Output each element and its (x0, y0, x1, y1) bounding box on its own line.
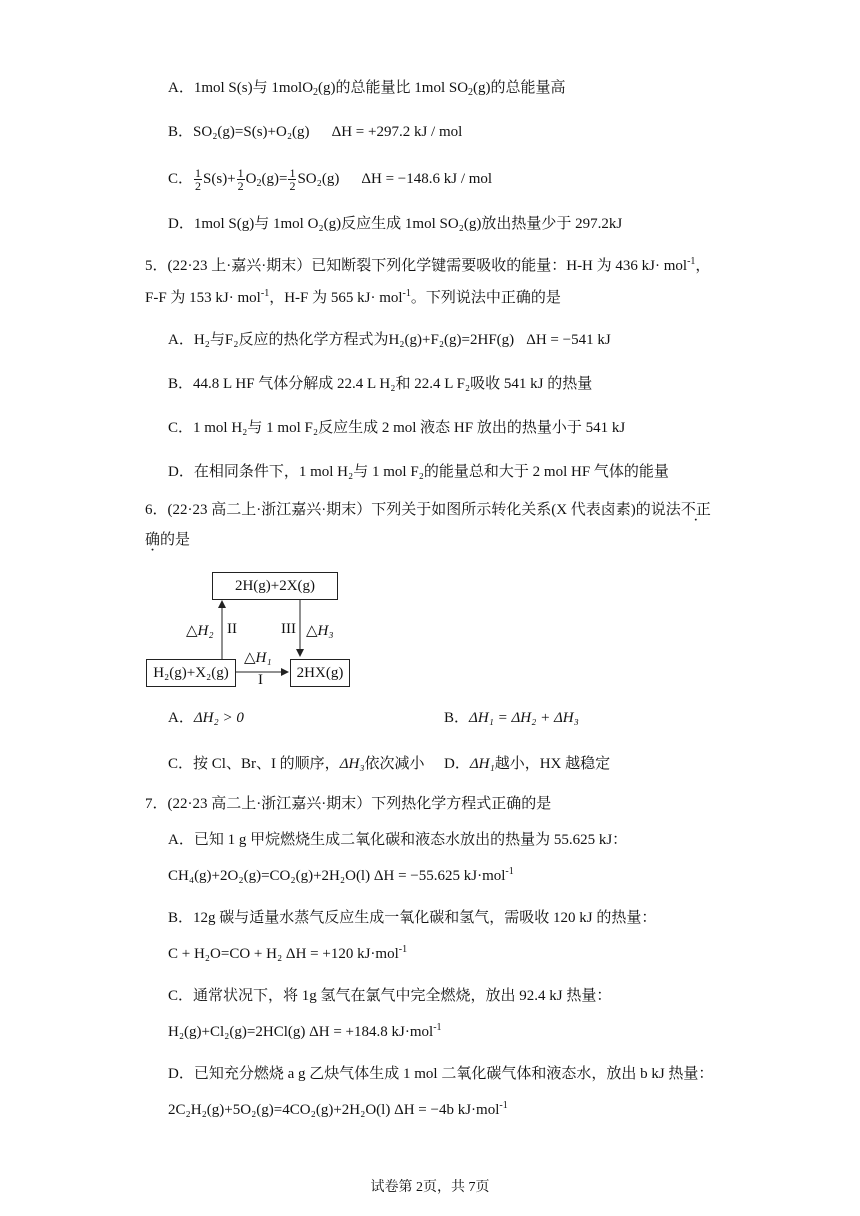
q5-option-b: B．44.8 L HF 气体分解成 22.4 L H₂和 22.4 L F₂吸收 541 kJ 的热量 (168, 376, 593, 392)
q5-stem-line1: 5．(22·23 上·嘉兴·期末）已知断裂下列化学键需要吸收的能量：H-H 为 436 kJ· mol$^{-1}$， (145, 256, 711, 274)
q7-option-b-equation: C + H₂O=CO + H₂ ΔH = +120 kJ·mol$^{-1}$ (168, 944, 408, 962)
q4-option-d: D．1mol S(g)与 1mol O₂(g)反应生成 1mol SO₂(g)放出热量少于 297.2kJ (168, 216, 623, 232)
label-dh1: △H₁ (244, 650, 272, 666)
diagram-box-top: 2H(g)+2X(g) (212, 572, 338, 600)
label-i: I (258, 672, 263, 688)
q4-option-a: A．1mol S(s)与 1molO$_2$(g)的总能量比 1mol $SO_2(g)$的总能量高 (168, 80, 566, 98)
q6-stem-line1: 6．(22·23 高二上·浙江嘉兴·期末）下列关于如图所示转化关系(X 代表卤素)的说法不正 (145, 502, 711, 518)
label-iii: III (281, 621, 296, 637)
q5-option-d: D．在相同条件下，1 mol H₂与 1 mol F₂的能量总和大于 2 mol HF 气体的能量 (168, 464, 669, 480)
q5-option-a: A．H₂与F₂反应的热化学方程式为H₂(g)+F₂(g)=2HF(g) ΔH = −541 kJ (168, 332, 611, 348)
q5-option-c: C．1 mol H₂与 1 mol F₂反应生成 2 mol 液态 HF 放出的热量小于 541 kJ (168, 420, 626, 436)
q4-option-c: C． $\frac{1}{2}$ S(s)+ $\frac{1}{2}$ $O_2(g)=$ $\frac{1}{2}$ SO₂(g) ΔH = −148.6 kJ / mol (168, 166, 493, 194)
q5-stem-line2: F-F 为 153 kJ· mol$^{-1}$，H-F 为 565 kJ· mol$^{-1}$。下列说法中正确的是 (145, 288, 561, 306)
label-dh2: △H₂ (186, 623, 214, 639)
q7-option-b: B．12g 碳与适量水蒸气反应生成一氧化碳和氢气，需吸收 120 kJ 的热量： (168, 910, 657, 926)
page-footer: 试卷第 2页，共 7页 (370, 1180, 490, 1195)
q7-option-d: D．已知充分燃烧 a g 乙炔气体生成 1 mol 二氧化碳气体和液态水，放出 b kJ 热量： (168, 1066, 714, 1082)
q6-stem-line2: 确的是 (145, 532, 191, 548)
q7-option-a-equation: CH₄(g)+2O₂(g)=CO₂(g)+2H₂O(l) ΔH = −55.625 kJ·mol$^{-1}$ (168, 866, 514, 884)
q7-option-d-equation: 2C₂H₂(g)+5O₂(g)=4CO₂(g)+2H₂O(l) ΔH = −4b kJ·mol$^{-1}$ (168, 1100, 508, 1118)
label-dh3: △H₃ (306, 623, 334, 639)
label-ii: II (227, 621, 237, 637)
q7-option-c: C．通常状况下，将 1g 氢气在氯气中完全燃烧，放出 92.4 kJ 热量： (168, 988, 612, 1004)
q7-option-c-equation: H₂(g)+Cl₂(g)=2HCl(g) ΔH = +184.8 kJ·mol$^{-1}$ (168, 1022, 442, 1040)
q6-option-d: D．ΔH₁越小，HX 越稳定 (444, 756, 611, 772)
q7-option-a: A．已知 1 g 甲烷燃烧生成二氧化碳和液态水放出的热量为 55.625 kJ： (168, 832, 628, 848)
q7-stem: 7．(22·23 高二上·浙江嘉兴·期末）下列热化学方程式正确的是 (145, 796, 552, 812)
q6-option-b: B．ΔH₁ = ΔH₂ + ΔH₃ (444, 710, 579, 726)
q4-option-b: B．SO₂(g)=S(s)+O₂(g) ΔH = +297.2 kJ / mol (168, 124, 463, 140)
diagram-box-right: 2HX(g) (290, 659, 350, 687)
diagram-box-left: H₂(g)+X₂(g) (146, 659, 236, 687)
q6-option-c: C．按 Cl、Br、I 的顺序，ΔH₃依次减小 (168, 756, 425, 772)
q6-option-a: A．ΔH₂ > 0 (168, 710, 244, 726)
emphasis-not: 不正 (680, 502, 711, 518)
